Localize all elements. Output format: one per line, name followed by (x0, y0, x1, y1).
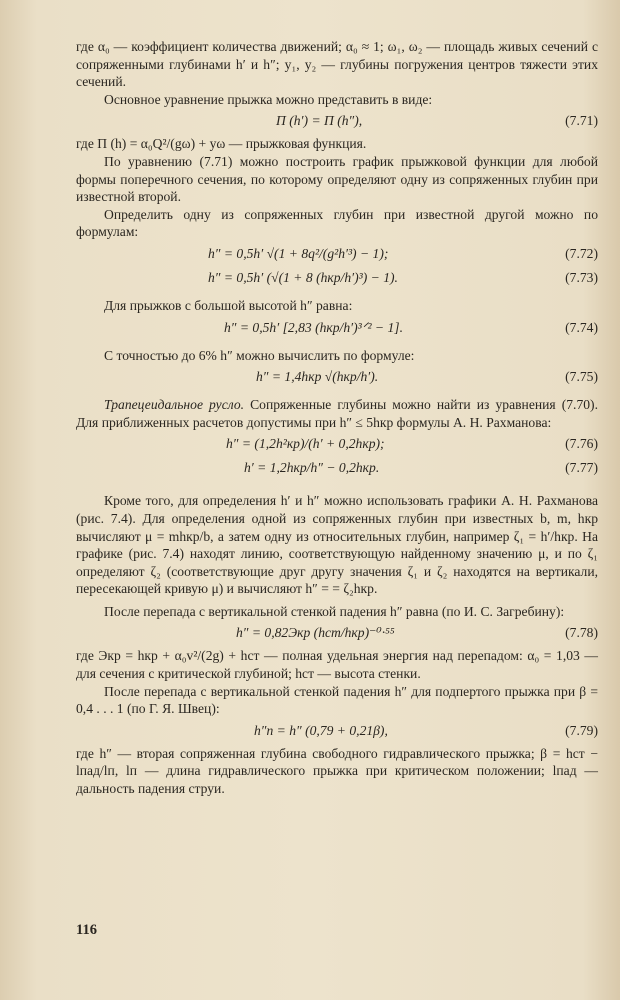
paragraph-definitions: где α₀ — коэффициент количества движений; α₀ ≈ 1; ω₁, ω₂ — площадь живых сечений с сопряженными глубинами h′ и h″; y₁, y₂ — глубины погружения центров тяжести этих сечений. (76, 39, 598, 90)
equation-number: (7.72) (565, 245, 598, 261)
equation-7-74 (76, 318, 598, 339)
section-title: Трапецеидальное русло. (104, 397, 245, 413)
equation-number: (7.74) (565, 319, 598, 335)
equation-formula: h′ = 1,2hкр/h″ − 0,2hкр. (244, 460, 380, 476)
equation-number: (7.76) (565, 436, 598, 452)
page-text (76, 38, 598, 798)
paragraph-jump-equation-intro: Основное уравнение прыжка можно представить в виде: (104, 91, 433, 107)
equation-formula: П (h′) = П (h″), (276, 113, 363, 129)
equation-formula: h″ = 1,4hкр √(hкр/h′). (256, 369, 379, 385)
paragraph-rakhmanov-graphs: Кроме того, для определения h′ и h″ можно использовать графики А. Н. Рахманова (рис. 7.4). Для определения одной из сопряженных глубин при известных b, m, hкр вычисляют μ = mhкр/b, а затем одну из относительных глубин, например ζ₁ = h′/hкр. На графике (рис. 7.4) находят линию, соответствующую найденному значению μ, и по ζ₁ определяют ζ₂ (соответствующие друг другу значения ζ₁ и ζ₂ находятся на вертикали, пересекающей кривую μ) и вычисляют h″ = = ζ₂hкр. (76, 493, 598, 597)
paragraph-drop-shvets: После перепада с вертикальной стенкой падения h″ для подпертого прыжка при β = 0,4 . . . 1 (по Г. Я. Швец): (76, 683, 598, 717)
equation-number: (7.75) (565, 369, 598, 385)
equation-formula: h″ = 0,5h′ (√(1 + 8 (hкр/h′)³) − 1). (208, 269, 398, 285)
equation-formula: h″ = 0,5h′ √(1 + 8q²/(g²h′³) − 1); (208, 245, 389, 261)
equation-number: (7.73) (565, 269, 598, 285)
paragraph-final-definitions: где h″ — вторая сопряженная глубина свободного гидравлического прыжка; β = hст − lпад/lп, lп — длина гидравлического прыжка при критическом положении; lпад — дальность падения струи. (76, 745, 598, 797)
equation-number: (7.71) (565, 113, 598, 129)
equation-formula: h″ = 0,82Экр (hст/hкр)⁻⁰·⁵⁵ (236, 625, 395, 641)
equation-number: (7.79) (565, 722, 598, 738)
equation-formula: h″ = (1,2h²кр)/(h′ + 0,2hкр); (226, 436, 385, 452)
equation-number: (7.77) (565, 460, 598, 476)
paragraph-jump-function: где П (h) = α₀Q²/(gω) + yω — прыжковая функция. (76, 136, 367, 152)
paragraph-energy-definition: где Экр = hкр + α₀v²/(2g) + hст — полная удельная энергия над перепадом: α₀ = 1,03 — для сечения с критической глубиной; hст — высота стенки. (76, 648, 598, 682)
equation-7-75 (76, 367, 598, 388)
equation-7-71 (76, 111, 598, 132)
equation-number: (7.78) (565, 625, 598, 641)
equation-7-73 (76, 268, 598, 289)
paragraph-high-jump: Для прыжков с большой высотой h″ равна: (104, 297, 353, 313)
paragraph-text: Сопряженные глубины можно найти из уравнения (7.70). Для приближенных расчетов допустимы при h″ ≤ 5hкр формулы А. Н. Рахманова: (76, 397, 598, 430)
equation-7-72 (76, 244, 598, 265)
equation-7-78 (76, 623, 598, 644)
equation-formula: h″п = h″ (0,79 + 0,21β), (254, 722, 388, 738)
paragraph-formulas-intro: Определить одну из сопряженных глубин при известной другой можно по формулам: (76, 206, 598, 240)
equation-formula: h″ = 0,5h′ [2,83 (hкр/h′)³ᐟ² − 1]. (224, 319, 403, 335)
page-number: 116 (76, 922, 97, 938)
paragraph-drop-zagrebin: После перепада с вертикальной стенкой падения h″ равна (по И. С. Загребину): (104, 603, 565, 619)
equation-7-77 (76, 458, 598, 479)
paragraph-graph-method: По уравнению (7.71) можно построить график прыжковой функции для любой формы поперечного сечения, по которому определяют одну из сопряженных глубин при известной второй. (76, 153, 598, 205)
paragraph-trapezoidal-channel (76, 396, 598, 431)
paragraph-accuracy: С точностью до 6% h″ можно вычислить по формуле: (104, 347, 415, 363)
equation-7-79 (76, 721, 598, 742)
equation-7-76 (76, 434, 598, 455)
